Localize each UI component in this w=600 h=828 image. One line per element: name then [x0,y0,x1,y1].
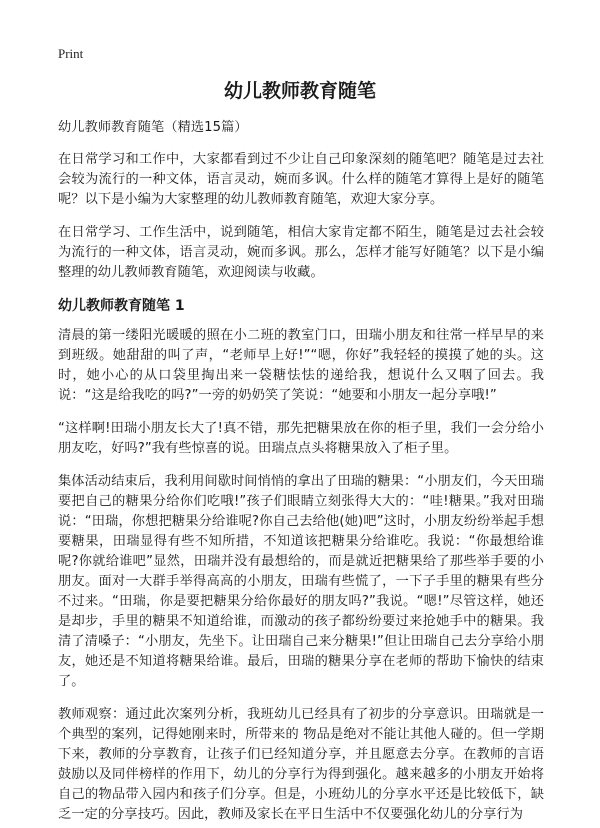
body-paragraph-4: 教师观察：通过此次案列分析，我班幼儿已经具有了初步的分享意识。田瑞就是一个典型的案列，记得她刚来时，所带来的 物品是绝对不能让其他人碰的。但一学期下来，教师的分享教育，让孩子们已经知道分享，并且愿意去分享。在教师的言语鼓励以及同伴榜样的作用下，幼儿的分享行为得到强化。越来越多的小朋友开始将自己的物品带入园内和孩子们分享。但是，小班幼儿的分享水平还是比较低下，缺乏一定的分享技巧。因此，教师及家长在平日生活中不仅要强化幼儿的分享行为 [58,707,544,822]
article-body [58,118,544,828]
body-paragraph-2: “这样啊!田瑞小朋友长大了!真不错，那先把糖果放在你的柜子里，我们一会分给小朋友吃，好吗?”我有些惊喜的说。田瑞点点头将糖果放入了柜子里。 [58,421,544,456]
body-paragraph-3: 集体活动结束后，我利用间歇时间悄悄的拿出了田瑞的糖果：“小朋友们，今天田瑞要把自己的糖果分给你们吃哦!”孩子们眼睛立刻张得大大的：“哇!糖果。”我对田瑞说：“田瑞，你想把糖果分给谁呢?你自己去给他(她)吧”这时，小朋友纷纷举起手想要糖果，田瑞显得有些不知所措，不知道该把糖果分给谁吃。我说：“你最想给谁呢?你就给谁吧”显然，田瑞并没有最想给的，而是就近把糖果给了那些举手要的小朋友。面对一大群手举得高高的小朋友，田瑞有些慌了，一下子手里的糖果有些分不过来。“田瑞，你是要把糖果分给你最好的朋友吗?”我说。“嗯!”尽管这样，她还是却步，手里的糖果不知道给谁，而激动的孩子都纷纷要过来抢她手中的糖果。我清了清嗓子：“小朋友，先坐下。让田瑞自己来分糖果!”但让田瑞自己去分享给小朋友，她还是不知道将糖果给谁。最后，田瑞的糖果分享在老师的帮助下愉快的结束了。 [58,474,544,689]
print-link[interactable]: Print [58,46,84,61]
section-heading: 幼儿教师教育随笔 1 [58,298,185,314]
intro-paragraph-2: 在日常学习、工作生活中，说到随笔，相信大家肯定都不陌生，随笔是过去社会较为流行的一种文体，语言灵动，婉而多讽。那么，怎样才能写好随笔？以下是小编整理的幼儿教师教育随笔，欢迎阅读与收藏。 [58,225,544,280]
article-subtitle: 幼儿教师教育随笔（精选15篇） [58,120,248,135]
intro-paragraph-1: 在日常学习和工作中，大家都看到过不少让自己印象深刻的随笔吧？随笔是过去社会较为流行的一种文体，语言灵动，婉而多讽。什么样的随笔才算得上是好的随笔呢？以下是小编为大家整理的幼儿教师教育随笔，欢迎大家分享。 [58,152,544,207]
document-title: 幼儿教师教育随笔 [223,80,376,102]
body-paragraph-1: 清晨的第一缕阳光暖暖的照在小二班的教室门口，田瑞小朋友和往常一样早早的来到班级。她甜甜的叫了声，“老师早上好!”“嗯，你好”我轻轻的摸摸了她的头。这时，她小心的从口袋里掏出来一袋糖怯怯的递给我，想说什么又咽了回去。我说：“这是给我吃的吗?”一旁的奶奶笑了笑说：“她要和小朋友一起分享哦!” [58,328,544,403]
